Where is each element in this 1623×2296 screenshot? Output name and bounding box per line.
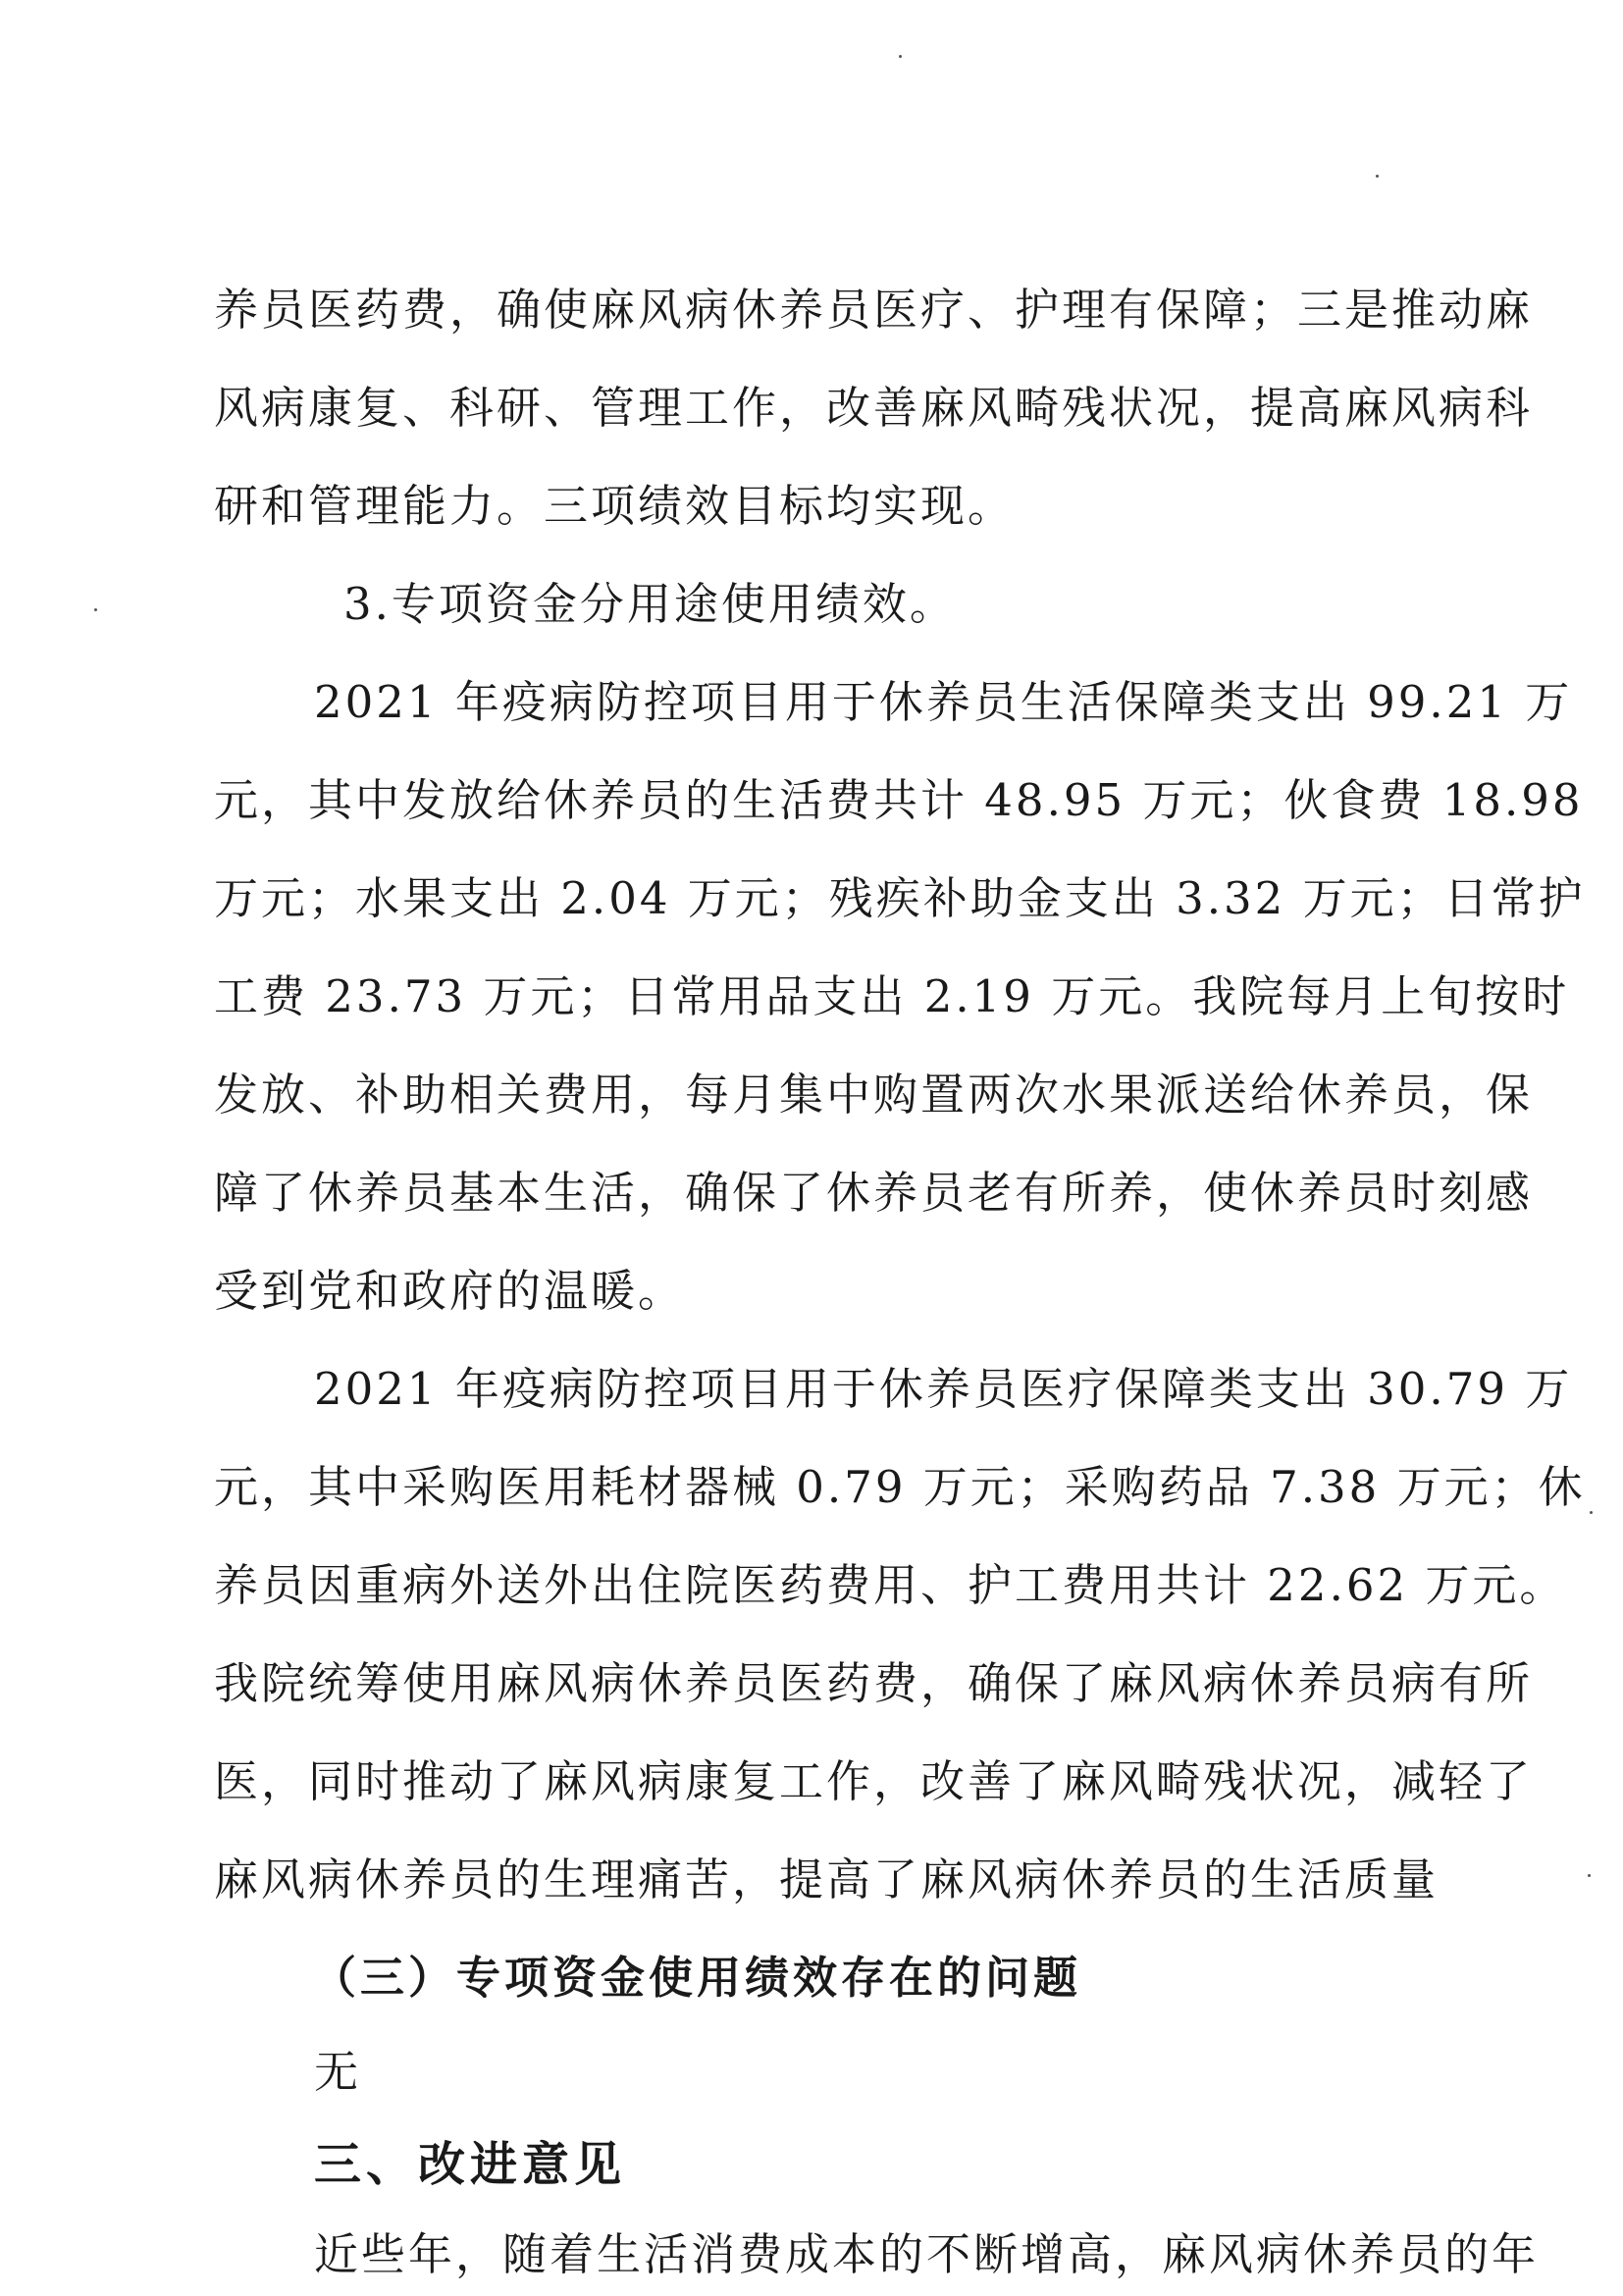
paragraph-line: 医，同时推动了麻风病康复工作，改善了麻风畸残状况，减轻了 xyxy=(214,1755,1534,1807)
paragraph-line: 受到党和政府的温暖。 xyxy=(214,1265,686,1317)
paragraph-line: 2021 年疫病防控项目用于休养员医疗保障类支出 30.79 万 xyxy=(314,1363,1573,1415)
paragraph-line: 元，其中采购医用耗材器械 0.79 万元；采购药品 7.38 万元；休 xyxy=(214,1461,1586,1513)
paragraph-line: 元，其中发放给休养员的生活费共计 48.95 万元；伙食费 18.98 xyxy=(214,774,1584,826)
paragraph-line: 万元；水果支出 2.04 万元；残疾补助金支出 3.32 万元；日常护 xyxy=(214,872,1586,924)
scan-speck xyxy=(1590,1511,1593,1514)
paragraph-line: 发放、补助相关费用，每月集中购置两次水果派送给休养员，保 xyxy=(214,1069,1534,1121)
paragraph-line: 近些年，随着生活消费成本的不断增高，麻风病休养员的年 xyxy=(314,2228,1540,2280)
paragraph-line: 养员因重病外送外出住院医药费用、护工费用共计 22.62 万元。 xyxy=(214,1559,1567,1611)
scan-speck xyxy=(94,608,97,611)
section-heading: 三、改进意见 xyxy=(314,2137,627,2192)
paragraph-line: 养员医药费，确使麻风病休养员医疗、护理有保障；三是推动麻 xyxy=(214,284,1534,336)
paragraph-line: 2021 年疫病防控项目用于休养员生活保障类支出 99.21 万 xyxy=(314,676,1573,728)
paragraph-line: 障了休养员基本生活，确保了休养员老有所养，使休养员时刻感 xyxy=(214,1167,1534,1219)
paragraph-line: 麻风病休养员的生理痛苦，提高了麻风病休养员的生活质量 xyxy=(214,1853,1440,1905)
paragraph-line: 风病康复、科研、管理工作，改善麻风畸残状况，提高麻风病科 xyxy=(214,382,1534,434)
subsection-heading: 3.专项资金分用途使用绩效。 xyxy=(343,578,957,630)
paragraph-line: 无 xyxy=(314,2046,362,2098)
paragraph-line: 研和管理能力。三项绩效目标均实现。 xyxy=(214,480,1016,532)
scan-speck xyxy=(1588,1874,1591,1877)
scan-speck xyxy=(899,55,902,58)
paragraph-line: 我院统筹使用麻风病休养员医药费，确保了麻风病休养员病有所 xyxy=(214,1657,1534,1709)
paragraph-line: 工费 23.73 万元；日常用品支出 2.19 万元。我院每月上旬按时 xyxy=(214,970,1570,1022)
section-heading: （三）专项资金使用绩效存在的问题 xyxy=(312,1952,1082,2004)
scan-speck xyxy=(1376,175,1379,178)
